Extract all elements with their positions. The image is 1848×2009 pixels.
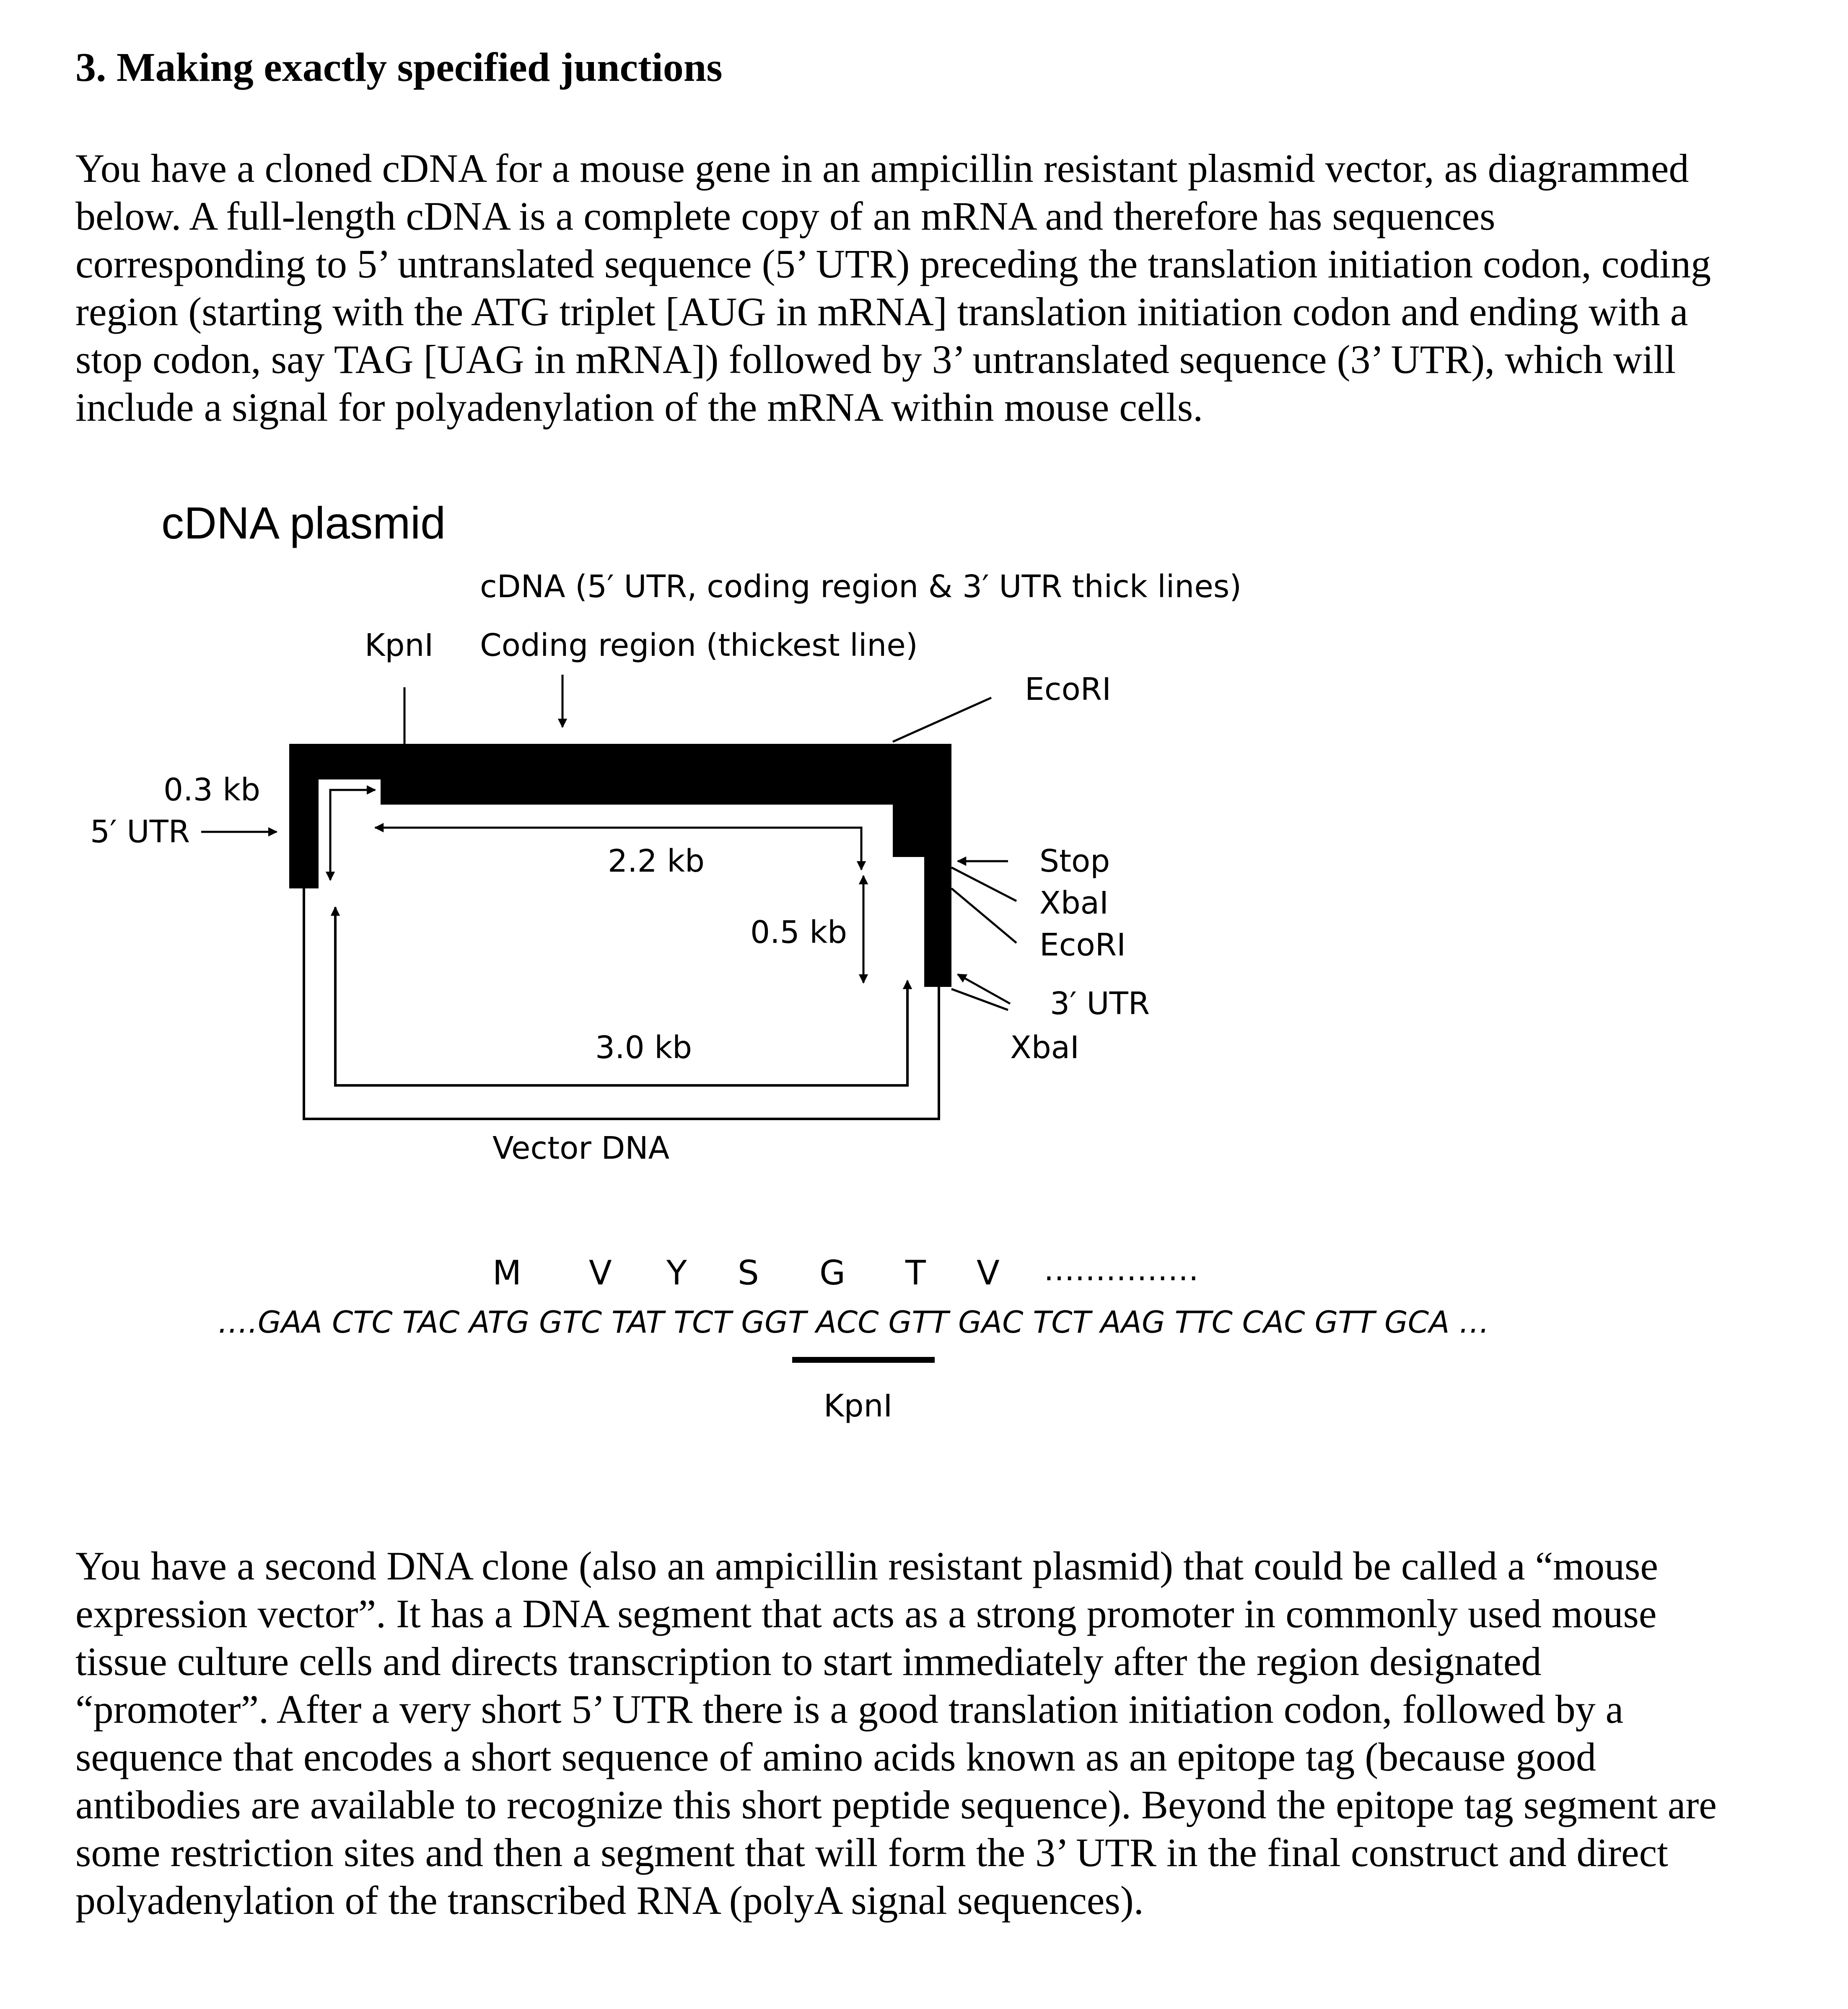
paragraph-line: expression vector”. It has a DNA segment that acts as a strong promoter in commonly used mouse bbox=[75, 1591, 1657, 1636]
paragraph-line: tissue culture cells and directs transcription to start immediately after the region designated bbox=[75, 1639, 1542, 1684]
amino-acid: S bbox=[738, 1253, 759, 1292]
label-0-3kb: 0.3 kb bbox=[163, 772, 261, 808]
label-ecori-top: EcoRI bbox=[1025, 671, 1111, 707]
label-stop: Stop bbox=[1039, 843, 1110, 879]
label-2-2kb: 2.2 kb bbox=[608, 843, 705, 879]
paragraph-line: polyadenylation of the transcribed RNA (polyA signal sequences). bbox=[75, 1878, 1144, 1923]
label-coding-region: Coding region (thickest line) bbox=[480, 627, 918, 663]
label-kpni-top: KpnI bbox=[365, 627, 434, 663]
three-utr-pointer bbox=[958, 974, 1010, 1004]
paragraph-line: sequence that encodes a short sequence of amino acids known as an epitope tag (because good bbox=[75, 1735, 1597, 1779]
label-0-5kb: 0.5 kb bbox=[750, 914, 848, 950]
amino-acid-ellipsis: …………… bbox=[1044, 1252, 1199, 1288]
label-3-0kb: 3.0 kb bbox=[595, 1030, 692, 1066]
paragraph-line: antibodies are available to recognize this short peptide sequence). Beyond the epitope tag segment are bbox=[75, 1782, 1717, 1827]
amino-acid: T bbox=[905, 1253, 926, 1292]
amino-acid: M bbox=[492, 1253, 522, 1292]
amino-acid: V bbox=[977, 1253, 1000, 1292]
intro-line: You have a cloned cDNA for a mouse gene in an ampicillin resistant plasmid vector, as diagrammed bbox=[75, 146, 1689, 191]
label-vector-dna: Vector DNA bbox=[492, 1130, 670, 1166]
label-kpni-site: KpnI bbox=[824, 1388, 893, 1424]
amino-acid: V bbox=[589, 1253, 612, 1292]
page-heading: 3. Making exactly specified junctions bbox=[75, 45, 723, 90]
ecori-top-pointer bbox=[893, 698, 991, 742]
paragraph-line: some restriction sites and then a segment that will form the 3’ UTR in the final construct and direct bbox=[75, 1830, 1668, 1875]
figure-title: cDNA plasmid bbox=[161, 497, 446, 548]
amino-acid: Y bbox=[666, 1253, 687, 1292]
label-cdna: cDNA (5′ UTR, coding region & 3′ UTR thick lines) bbox=[480, 569, 1242, 605]
bracket-0-3kb bbox=[330, 790, 375, 880]
label-xbai: XbaI bbox=[1039, 885, 1109, 921]
intro-line: region (starting with the ATG triplet [AUG in mRNA] translation initiation codon and ending with a bbox=[75, 289, 1688, 334]
intro-line: corresponding to 5’ untranslated sequence (5’ UTR) preceding the translation initiation codon, coding bbox=[75, 241, 1711, 286]
label-ecori: EcoRI bbox=[1039, 927, 1126, 963]
label-5-utr: 5′ UTR bbox=[90, 814, 190, 850]
intro-line: include a signal for polyadenylation of the mRNA within mouse cells. bbox=[75, 385, 1203, 430]
label-3-utr: 3′ UTR bbox=[1050, 986, 1150, 1022]
paragraph-line: “promoter”. After a very short 5’ UTR there is a good translation initiation codon, followed by a bbox=[75, 1687, 1624, 1732]
intro-line: below. A full-length cDNA is a complete copy of an mRNA and therefore has sequences bbox=[75, 194, 1496, 238]
amino-acid: G bbox=[819, 1253, 845, 1292]
paragraph-line: You have a second DNA clone (also an ampicillin resistant plasmid) that could be called a “mouse bbox=[75, 1543, 1658, 1588]
intro-line: stop codon, say TAG [UAG in mRNA]) followed by 3’ untranslated sequence (3’ UTR), which will bbox=[75, 337, 1676, 382]
xbai-2-pointer bbox=[951, 989, 1008, 1010]
expression-vector-paragraph bbox=[75, 1542, 1802, 1924]
label-xbai-2: XbaI bbox=[1010, 1030, 1079, 1066]
dna-sequence: ….GAA CTC TAC ATG GTC TAT TCT GGT ACC GTT GAC TCT AAG TTC CAC GTT GCA … bbox=[218, 1305, 1490, 1340]
